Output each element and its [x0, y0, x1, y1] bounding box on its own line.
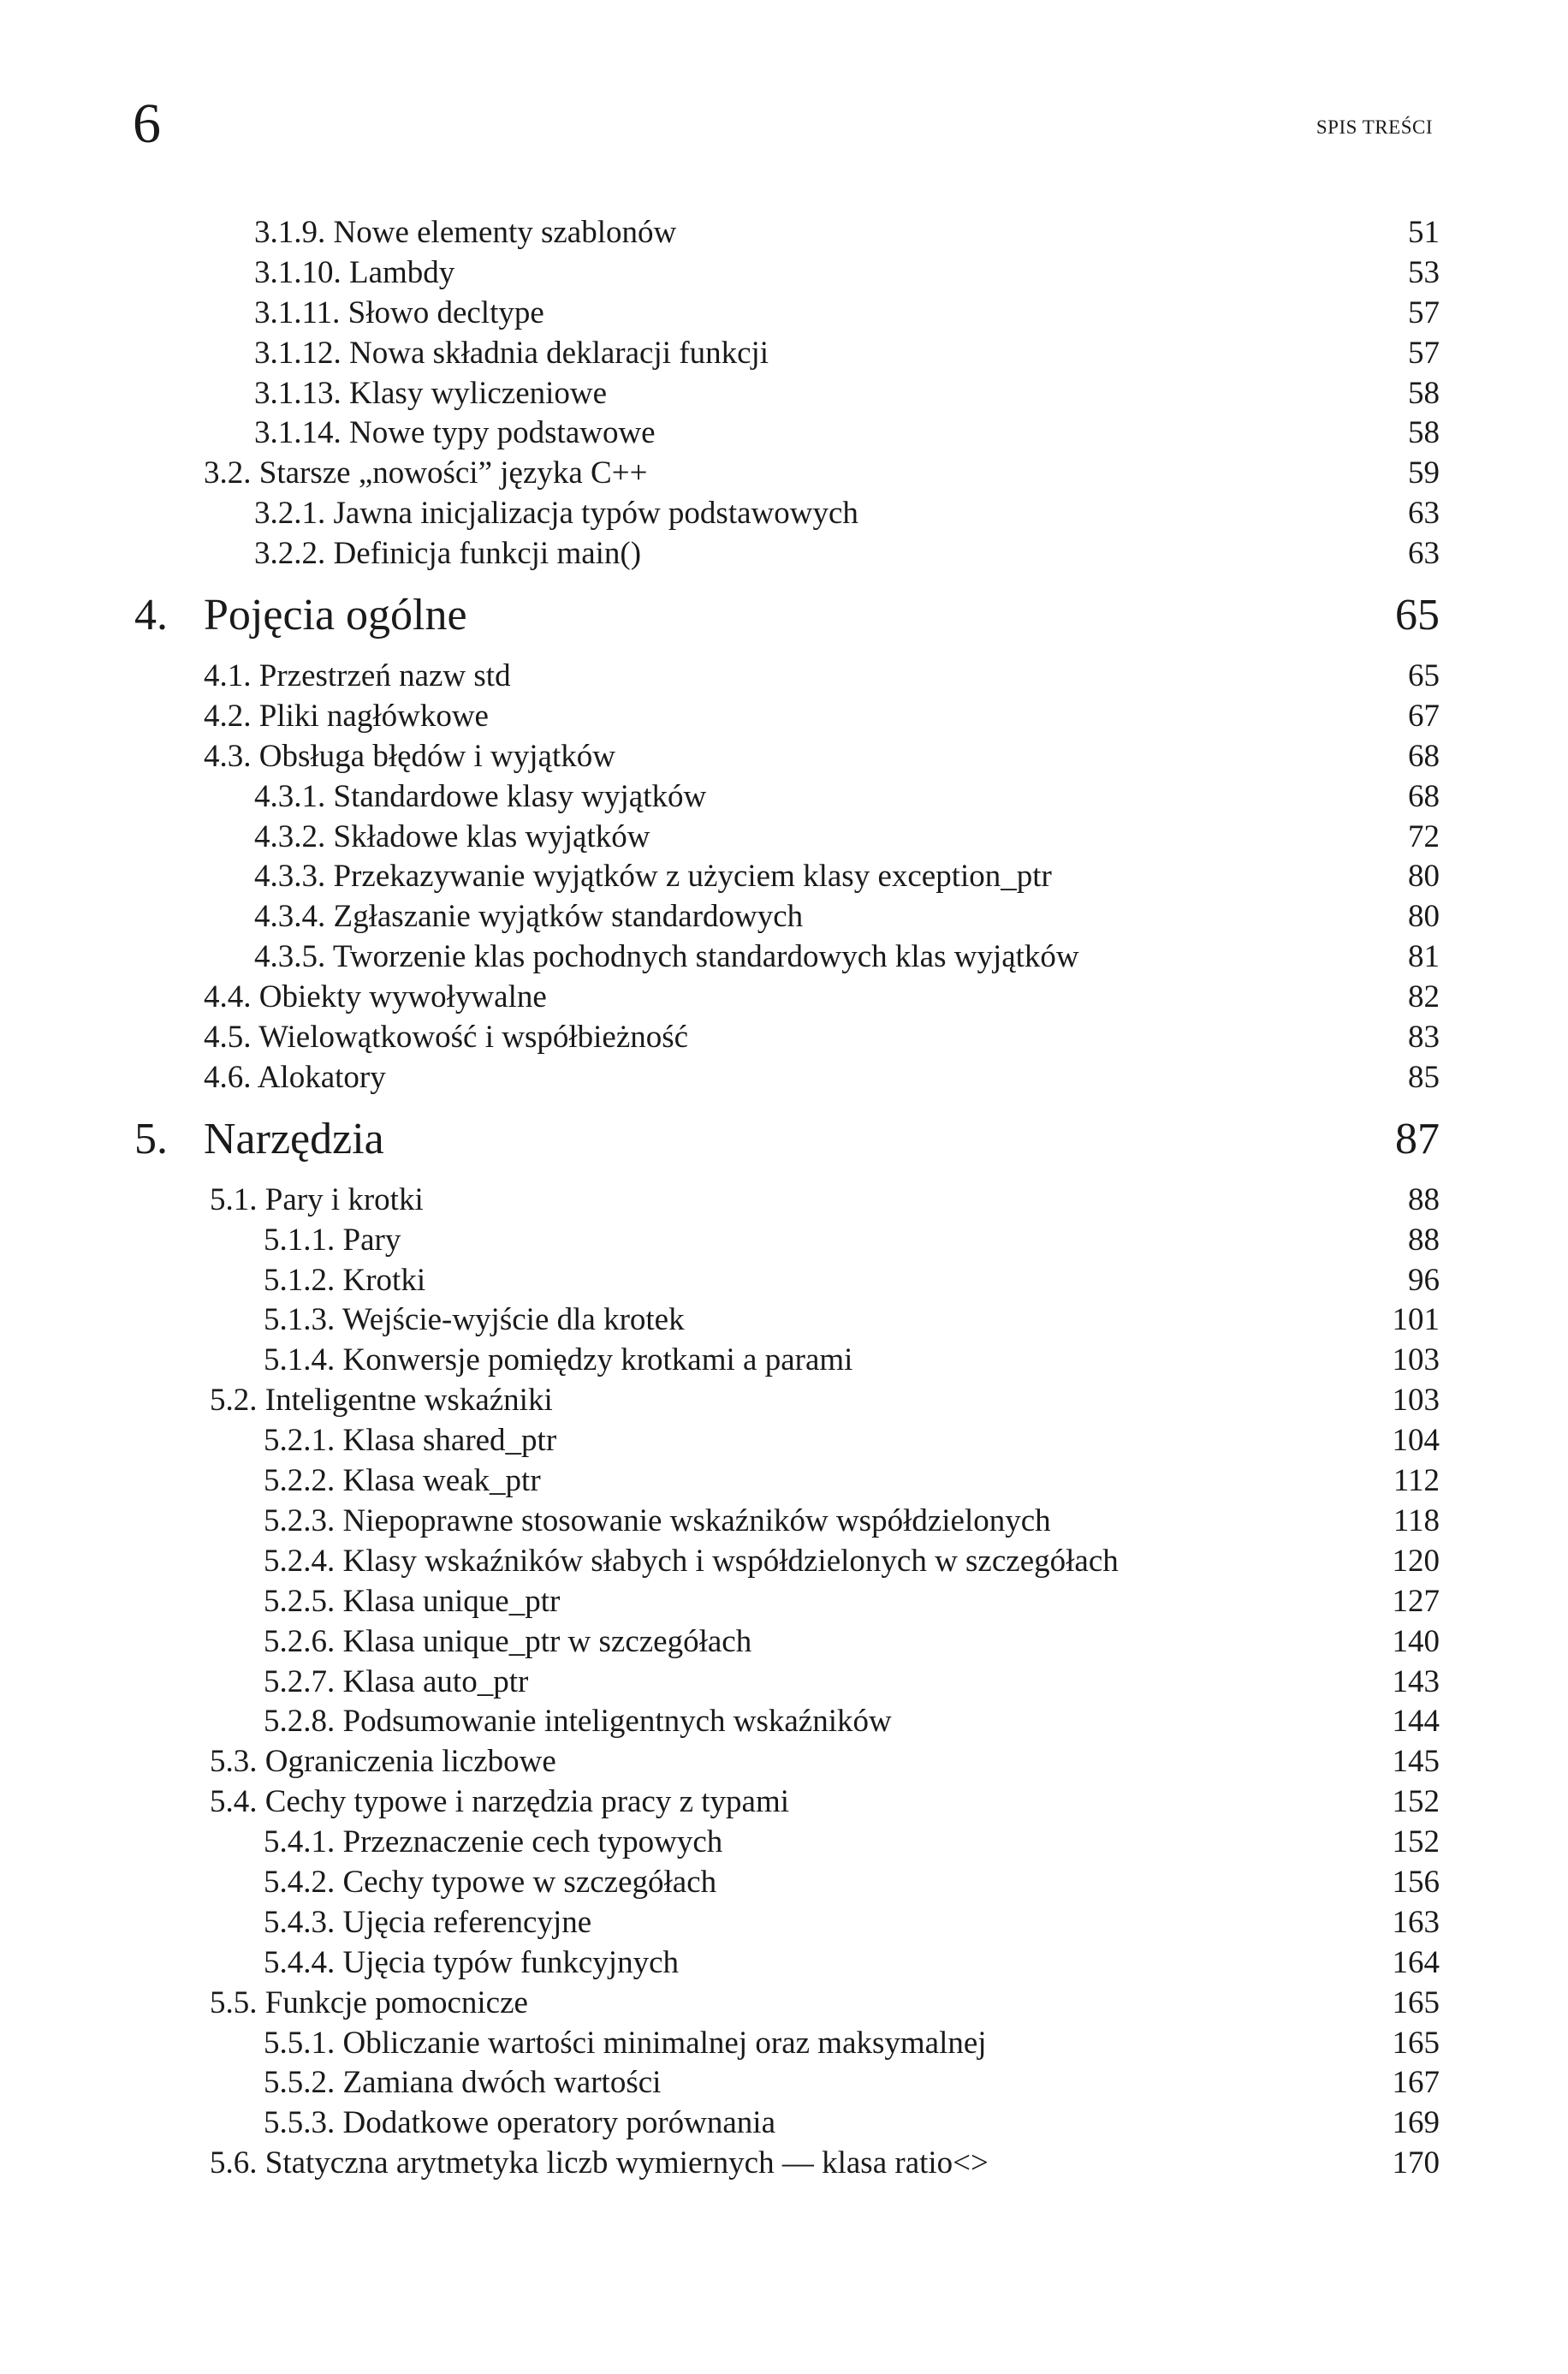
entry-title: 4.4. Obiekty wywoływalne: [204, 979, 547, 1015]
toc-entry: [0, 1622, 1568, 1663]
toc-chapter-group: [0, 1098, 1568, 2184]
entry-title: 5.2.1. Klasa shared_ptr: [264, 1423, 557, 1459]
entry-title: 3.1.14. Nowe typy podstawowe: [254, 415, 656, 451]
running-title: SPIS TREŚCI: [1316, 116, 1433, 138]
toc-entry: [0, 494, 1568, 534]
entry-title: 5.2.6. Klasa unique_ptr w szczegółach: [264, 1623, 752, 1659]
table-of-contents: [0, 213, 1568, 2184]
entry-title: 3.2.2. Definicja funkcji main(): [254, 536, 642, 572]
chapter-title: Narzędzia: [204, 1114, 384, 1163]
entry-page: 164: [1392, 1944, 1440, 1980]
entry-title: 5.1. Pary i krotki: [210, 1181, 424, 1217]
entry-page: 165: [1392, 1984, 1440, 2020]
chapter-heading: [0, 574, 1568, 657]
entry-title: 5.4.4. Ujęcia typów funkcyjnych: [264, 1944, 679, 1980]
entry-page: 67: [1408, 698, 1440, 734]
entry-page: 145: [1392, 1744, 1440, 1780]
entry-page: 57: [1408, 295, 1440, 330]
entry-page: 156: [1392, 1864, 1440, 1900]
toc-entry: [0, 1341, 1568, 1381]
entry-page: 58: [1408, 375, 1440, 411]
toc-entry: [0, 1742, 1568, 1782]
entry-page: 167: [1392, 2065, 1440, 2101]
entry-title: 5.4. Cechy typowe i narzędzia pracy z typami: [210, 1784, 790, 1820]
toc-entry: [0, 737, 1568, 777]
entry-page: 112: [1393, 1463, 1440, 1499]
chapter-heading: [0, 1098, 1568, 1181]
entry-title: 5.5. Funkcje pomocnicze: [210, 1984, 528, 2020]
entry-title: 5.1.2. Krotki: [264, 1262, 426, 1298]
entry-title: 4.5. Wielowątkowość i współbieżność: [204, 1020, 689, 1056]
entry-page: 88: [1408, 1222, 1440, 1258]
entry-title: 5.4.3. Ujęcia referencyjne: [264, 1904, 592, 1940]
toc-entry: [0, 1381, 1568, 1421]
toc-entry: [0, 857, 1568, 897]
entry-title: 3.2. Starsze „nowości” języka C++: [204, 455, 648, 491]
toc-entry: [0, 1702, 1568, 1742]
toc-entry: [0, 454, 1568, 494]
toc-entry: [0, 1502, 1568, 1542]
entry-page: 118: [1393, 1502, 1440, 1538]
entry-title: 4.3.4. Zgłaszanie wyjątków standardowych: [254, 899, 804, 935]
entry-title: 5.4.2. Cechy typowe w szczegółach: [264, 1864, 717, 1900]
toc-entry: [0, 1018, 1568, 1058]
toc-entry: [0, 414, 1568, 454]
entry-page: 140: [1392, 1623, 1440, 1659]
entry-page: 144: [1392, 1704, 1440, 1740]
entry-page: 165: [1392, 2025, 1440, 2061]
entry-title: 4.3.3. Przekazywanie wyjątków z użyciem klasy exception_ptr: [254, 859, 1052, 895]
entry-title: 5.1.4. Konwersje pomiędzy krotkami a parami: [264, 1342, 853, 1378]
entry-page: 170: [1392, 2145, 1440, 2181]
toc-chapter-group: [0, 574, 1568, 1098]
chapter-page: 65: [1395, 591, 1440, 640]
toc-entry: [0, 657, 1568, 697]
toc-entry: [0, 1903, 1568, 1943]
chapter-title: Pojęcia ogólne: [204, 591, 467, 640]
entry-page: 68: [1408, 778, 1440, 814]
entry-title: 5.5.1. Obliczanie wartości minimalnej oraz maksymalnej: [264, 2025, 987, 2061]
toc-entry: [0, 1823, 1568, 1863]
toc-entry: [0, 1663, 1568, 1703]
toc-chapter-group: [0, 213, 1568, 574]
entry-page: 51: [1408, 215, 1440, 250]
entry-title: 5.5.3. Dodatkowe operatory porównania: [264, 2105, 775, 2141]
chapter-number: 5.: [134, 1114, 168, 1163]
toc-entry: [0, 1261, 1568, 1301]
toc-entry: [0, 1058, 1568, 1098]
entry-title: 3.1.12. Nowa składnia deklaracji funkcji: [254, 335, 769, 371]
toc-entry: [0, 818, 1568, 858]
entry-title: 5.5.2. Zamiana dwóch wartości: [264, 2065, 662, 2101]
toc-entry: [0, 1221, 1568, 1261]
entry-page: 143: [1392, 1663, 1440, 1699]
toc-entry: [0, 374, 1568, 414]
entry-title: 5.2.8. Podsumowanie inteligentnych wskaźników: [264, 1704, 892, 1740]
entry-title: 5.6. Statyczna arytmetyka liczb wymiernych — klasa ratio<>: [210, 2145, 989, 2181]
entry-page: 63: [1408, 536, 1440, 572]
entry-title: 5.2.2. Klasa weak_ptr: [264, 1463, 541, 1499]
entry-title: 4.3. Obsługa błędów i wyjątków: [204, 738, 615, 774]
toc-entry: [0, 1181, 1568, 1221]
entry-page: 152: [1392, 1824, 1440, 1860]
toc-entry: [0, 253, 1568, 294]
toc-entry: [0, 897, 1568, 937]
entry-title: 4.3.5. Tworzenie klas pochodnych standardowych klas wyjątków: [254, 939, 1079, 975]
entry-page: 72: [1408, 818, 1440, 854]
entry-page: 152: [1392, 1784, 1440, 1820]
entry-page: 85: [1408, 1059, 1440, 1095]
toc-entry: [0, 697, 1568, 737]
entry-page: 57: [1408, 335, 1440, 371]
entry-page: 63: [1408, 496, 1440, 532]
entry-page: 127: [1392, 1583, 1440, 1619]
entry-page: 81: [1408, 939, 1440, 975]
entry-title: 5.1.3. Wejście-wyjście dla krotek: [264, 1302, 685, 1338]
toc-entry: [0, 937, 1568, 978]
entry-title: 5.2.5. Klasa unique_ptr: [264, 1583, 561, 1619]
entry-page: 103: [1392, 1383, 1440, 1419]
entry-title: 5.2. Inteligentne wskaźniki: [210, 1383, 553, 1419]
entry-page: 101: [1392, 1302, 1440, 1338]
entry-page: 65: [1408, 658, 1440, 694]
toc-entry: [0, 534, 1568, 574]
entry-page: 163: [1392, 1904, 1440, 1940]
toc-entry: [0, 1782, 1568, 1823]
entry-page: 58: [1408, 415, 1440, 451]
entry-title: 5.2.3. Niepoprawne stosowanie wskaźników współdzielonych: [264, 1502, 1051, 1538]
entry-page: 96: [1408, 1262, 1440, 1298]
entry-title: 5.4.1. Przeznaczenie cech typowych: [264, 1824, 723, 1860]
entry-page: 104: [1392, 1423, 1440, 1459]
toc-entry: [0, 1984, 1568, 2024]
entry-title: 4.6. Alokatory: [204, 1059, 386, 1095]
toc-entry: [0, 2144, 1568, 2184]
toc-entry: [0, 1582, 1568, 1622]
entry-title: 4.1. Przestrzeń nazw std: [204, 658, 511, 694]
toc-entry: [0, 1943, 1568, 1984]
entry-title: 3.1.10. Lambdy: [254, 254, 455, 290]
entry-title: 3.1.9. Nowe elementy szablonów: [254, 215, 677, 250]
toc-entry: [0, 334, 1568, 374]
entry-page: 120: [1392, 1543, 1440, 1579]
entry-page: 53: [1408, 254, 1440, 290]
entry-page: 103: [1392, 1342, 1440, 1378]
entry-title: 5.2.7. Klasa auto_ptr: [264, 1663, 529, 1699]
entry-page: 83: [1408, 1020, 1440, 1056]
entry-title: 5.2.4. Klasy wskaźników słabych i współdzielonych w szczegółach: [264, 1543, 1119, 1579]
toc-entry: [0, 978, 1568, 1018]
entry-page: 82: [1408, 979, 1440, 1015]
chapter-page: 87: [1395, 1114, 1440, 1163]
toc-entry: [0, 1863, 1568, 1903]
page-number: 6: [133, 92, 161, 155]
entry-title: 4.3.2. Składowe klas wyjątków: [254, 818, 650, 854]
toc-entry: [0, 1421, 1568, 1461]
entry-title: 4.3.1. Standardowe klasy wyjątków: [254, 778, 707, 814]
entry-page: 88: [1408, 1181, 1440, 1217]
entry-title: 3.1.11. Słowo decltype: [254, 295, 544, 330]
entry-title: 4.2. Pliki nagłówkowe: [204, 698, 489, 734]
chapter-number: 4.: [134, 591, 168, 640]
entry-page: 80: [1408, 859, 1440, 895]
entry-title: 5.1.1. Pary: [264, 1222, 401, 1258]
toc-entry: [0, 2103, 1568, 2144]
entry-page: 68: [1408, 738, 1440, 774]
toc-entry: [0, 213, 1568, 253]
entry-page: 59: [1408, 455, 1440, 491]
toc-entry: [0, 1542, 1568, 1582]
toc-entry: [0, 777, 1568, 818]
entry-title: 5.3. Ograniczenia liczbowe: [210, 1744, 556, 1780]
toc-entry: [0, 1300, 1568, 1341]
entry-title: 3.2.1. Jawna inicjalizacja typów podstawowych: [254, 496, 858, 532]
entry-page: 169: [1392, 2105, 1440, 2141]
entry-page: 80: [1408, 899, 1440, 935]
toc-entry: [0, 2063, 1568, 2103]
toc-entry: [0, 1461, 1568, 1502]
toc-entry: [0, 294, 1568, 334]
toc-entry: [0, 2024, 1568, 2064]
entry-title: 3.1.13. Klasy wyliczeniowe: [254, 375, 608, 411]
